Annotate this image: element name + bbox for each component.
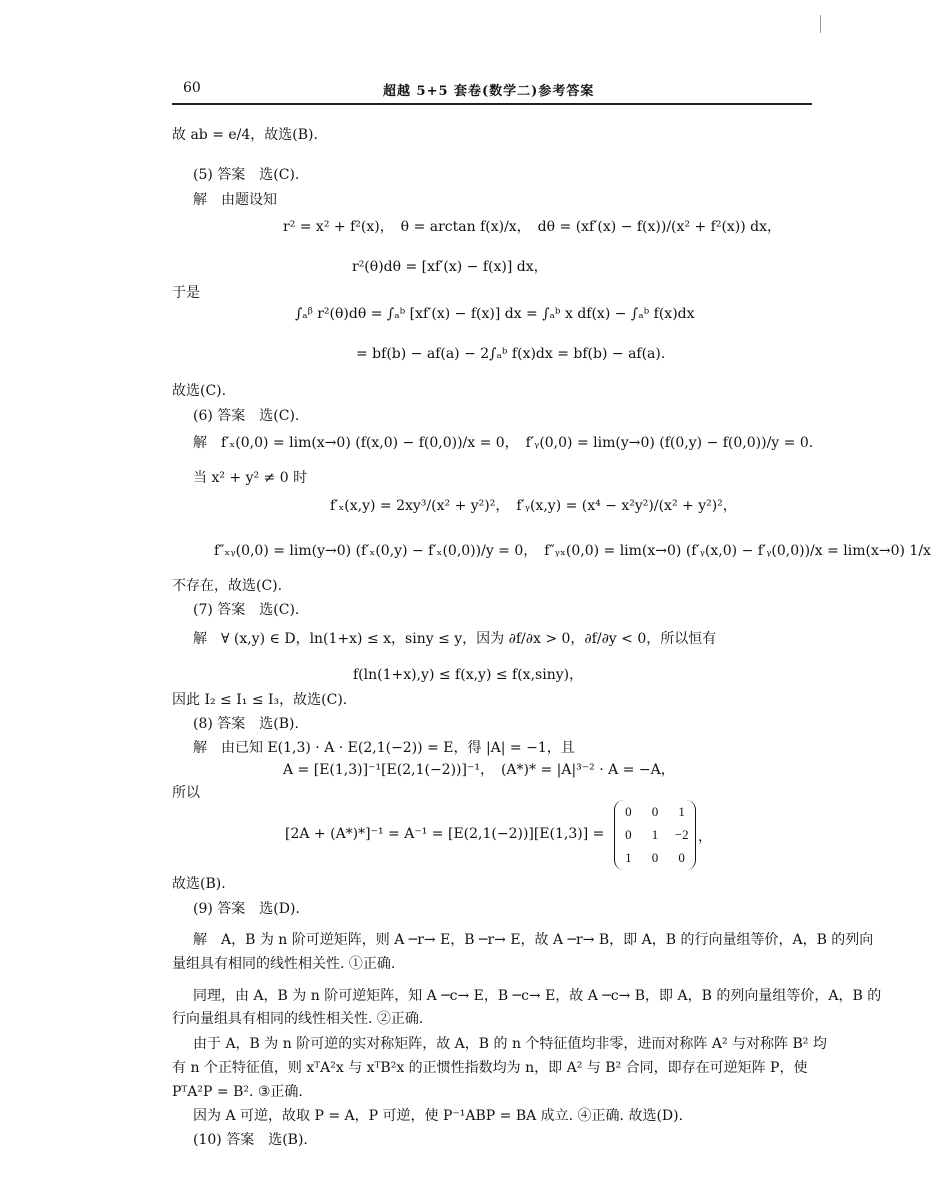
- text-line-l23: 所以: [172, 785, 200, 801]
- text-line-l17: 解 ∀ (x,y) ∈ D，ln(1+x) ≤ x，siny ≤ y，因为 ∂f/∂x > 0，∂f/∂y < 0，所以恒有: [193, 631, 717, 647]
- text-line-l16: (7) 答案 选(C).: [193, 602, 300, 618]
- result-matrix: [614, 800, 696, 870]
- matrix-suffix: ，: [698, 829, 712, 845]
- text-line-l18: f(ln(1+x),y) ≤ f(x,y) ≤ f(x,siny)，: [353, 667, 584, 683]
- text-line-l21: 解 由已知 E(1,3) · A · E(2,1(−2)) = E，得 |A| = −1，且: [193, 740, 575, 756]
- text-line-l14: f″ₓᵧ(0,0) = lim(y→0) (f′ₓ(0,y) − f′ₓ(0,0))/y = 0， f″ᵧₓ(0,0) = lim(x→0) (f′ᵧ(x,0) − f′ᵧ(0,0))/x = lim(x→0) 1/x: [214, 543, 931, 559]
- text-line-l25: 故选(B).: [172, 876, 226, 892]
- text-line-l20: (8) 答案 选(B).: [193, 716, 299, 732]
- text-line-l34: 因为 A 可逆，故取 P = A，P 可逆，使 P⁻¹ABP = BA 成立. ④正确. 故选(D).: [193, 1108, 684, 1124]
- text-line-l03: 解 由题设知: [193, 192, 277, 208]
- text-line-l15: 不存在，故选(C).: [172, 578, 283, 594]
- text-line-l24: [2A + (A*)*]⁻¹ = A⁻¹ = [E(2,1(−2))][E(1,3)] =: [285, 826, 605, 842]
- text-line-l01: 故 ab = e/4，故选(B).: [172, 127, 318, 143]
- matrix-cell: 1: [625, 850, 632, 866]
- matrix-cell: 0: [625, 803, 632, 819]
- matrix-cell: 0: [651, 850, 659, 866]
- matrix-cell: −2: [674, 826, 689, 842]
- text-line-l09: 故选(C).: [172, 383, 227, 399]
- text-line-l31: 由于 A，B 为 n 阶可逆的实对称矩阵，故 A，B 的 n 个特征值均非零，进而对称阵 A² 与对称阵 B² 均: [193, 1036, 827, 1052]
- matrix-cell: 0: [625, 826, 632, 842]
- text-line-l12: 当 x² + y² ≠ 0 时: [193, 470, 308, 486]
- text-line-l06: 于是: [172, 285, 200, 301]
- scan-mark: [820, 15, 821, 33]
- matrix-cell: 1: [651, 826, 659, 842]
- text-line-l05: r²(θ)dθ = [xf′(x) − f(x)] dx，: [352, 259, 548, 275]
- text-line-l30: 行向量组具有相同的线性相关性. ②正确.: [172, 1011, 424, 1027]
- text-line-l10: (6) 答案 选(C).: [193, 408, 300, 424]
- text-line-l07: ∫ₐᵝ r²(θ)dθ = ∫ₐᵇ [xf′(x) − f(x)] dx = ∫ₐᵇ x df(x) − ∫ₐᵇ f(x)dx: [295, 306, 695, 322]
- text-line-l26: (9) 答案 选(D).: [193, 901, 300, 917]
- text-line-l02: (5) 答案 选(C).: [193, 167, 300, 183]
- page-number: 60: [183, 80, 201, 96]
- text-line-l11: 解 f′ₓ(0,0) = lim(x→0) (f(x,0) − f(0,0))/x = 0， f′ᵧ(0,0) = lim(y→0) (f(0,y) − f(0,0))/y = 0.: [193, 435, 814, 451]
- text-line-l08: = bf(b) − af(a) − 2∫ₐᵇ f(x)dx = bf(b) − af(a).: [356, 346, 666, 362]
- text-line-l35: (10) 答案 选(B).: [193, 1132, 308, 1148]
- page-title: 超越 5+5 套卷(数学二)参考答案: [383, 84, 595, 99]
- text-line-l22: A = [E(1,3)]⁻¹[E(2,1(−2))]⁻¹， (A*)* = |A|³⁻² · A = −A，: [283, 762, 675, 778]
- text-line-l13: f′ₓ(x,y) = 2xy³/(x² + y²)²， f′ᵧ(x,y) = (x⁴ − x²y²)/(x² + y²)²，: [330, 498, 737, 514]
- text-line-l28: 量组具有相同的线性相关性. ①正确.: [172, 956, 396, 972]
- text-line-l19: 因此 I₂ ≤ I₁ ≤ I₃，故选(C).: [172, 692, 348, 708]
- text-line-l32: 有 n 个正特征值，则 xᵀA²x 与 xᵀB²x 的正惯性指数均为 n，即 A² 与 B² 合同，即存在可逆矩阵 P，使: [172, 1060, 808, 1076]
- text-line-l33: PᵀA²P = B². ③正确.: [172, 1084, 303, 1100]
- text-line-l29: 同理，由 A，B 为 n 阶可逆矩阵，知 A ─c→ E，B ─c→ E，故 A ─c→ B，即 A，B 的列向量组等价，A，B 的: [193, 988, 882, 1004]
- text-line-l04: r² = x² + f²(x)， θ = arctan f(x)/x， dθ = (xf′(x) − f(x))/(x² + f²(x)) dx，: [283, 219, 782, 235]
- matrix-cell: 1: [678, 803, 685, 819]
- matrix-cell: 0: [678, 850, 685, 866]
- header-rule: [172, 103, 812, 105]
- matrix-cell: 0: [651, 803, 659, 819]
- text-line-l27: 解 A，B 为 n 阶可逆矩阵，则 A ─r→ E，B ─r→ E，故 A ─r→ B，即 A，B 的行向量组等价，A，B 的列向: [193, 932, 874, 948]
